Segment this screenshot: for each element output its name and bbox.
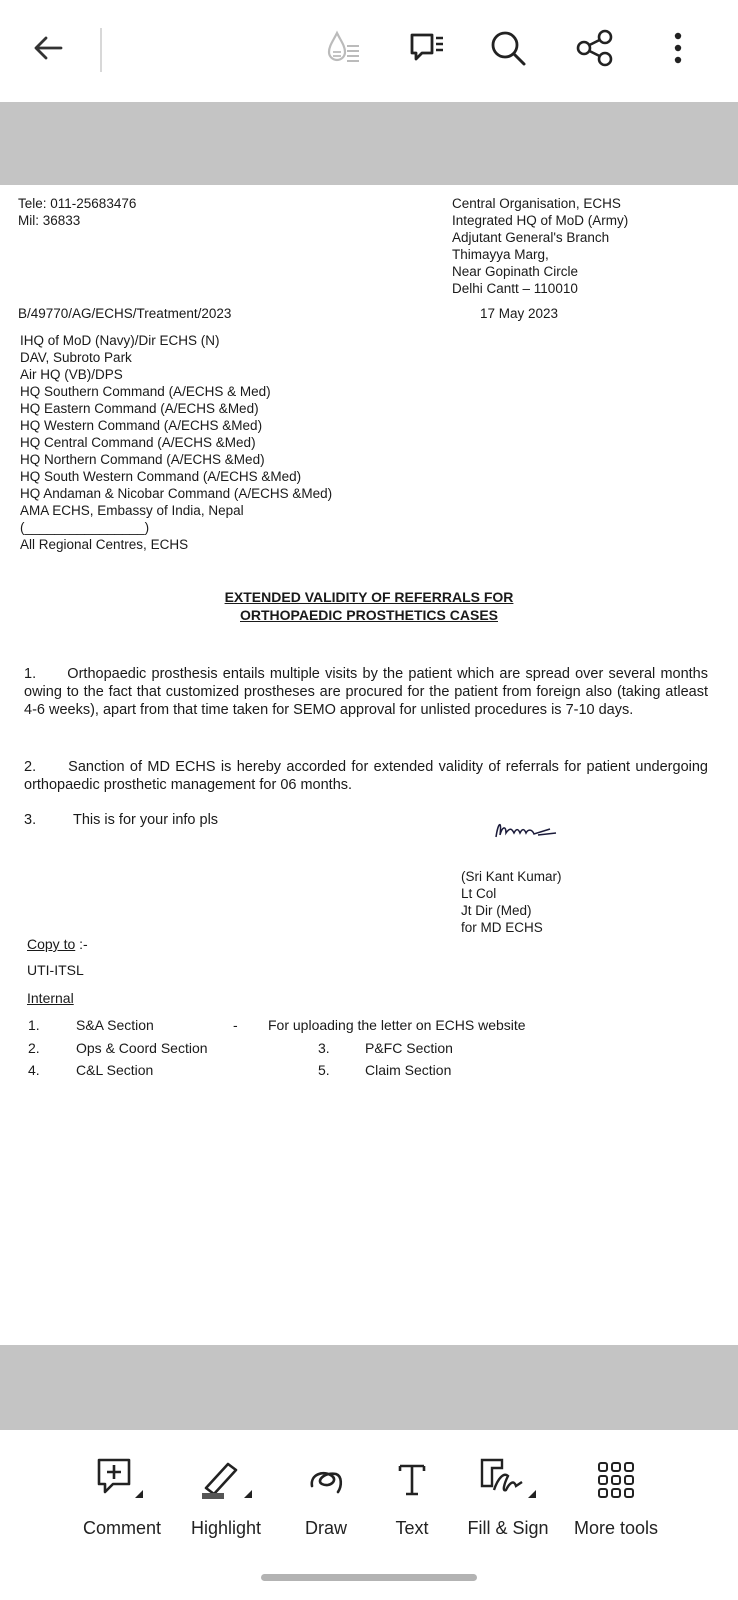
back-button[interactable] [26, 26, 70, 70]
text-icon [394, 1460, 430, 1500]
copy-to-suffix: :- [75, 936, 88, 952]
recipient: AMA ECHS, Embassy of India, Nepal [20, 503, 244, 518]
recipient: HQ Eastern Command (A/ECHS &Med) [20, 401, 259, 416]
copy-to-label: Copy to [27, 936, 76, 952]
fill-sign-icon [476, 1456, 540, 1500]
internal-num: 4. [28, 1062, 40, 1078]
copy-to-heading [27, 936, 88, 953]
paragraph-2: 2. Sanction of MD ECHS is hereby accorded for extended validity of referrals for patient undergoing orthopaedic prosthetic management for 06 months. [24, 759, 713, 793]
internal-item: Ops & Coord Section [76, 1040, 208, 1056]
copy-to-item: UTI-ITSL [27, 962, 84, 978]
recipient: HQ Central Command (A/ECHS &Med) [20, 435, 256, 450]
internal-num: 1. [28, 1017, 40, 1033]
subject-line: ORTHOPAEDIC PROSTHETICS CASES [240, 607, 498, 623]
search-button[interactable] [486, 26, 530, 70]
recipient: DAV, Subroto Park [20, 350, 132, 365]
internal-item: C&L Section [76, 1062, 154, 1078]
back-arrow-icon [31, 33, 65, 63]
signatory-name: (Sri Kant Kumar) [461, 869, 562, 884]
comment-tool[interactable] [76, 1430, 168, 1550]
draw-label: Draw [304, 1518, 347, 1538]
internal-num: 2. [28, 1040, 40, 1056]
mil-text: Mil: 36833 [18, 213, 81, 228]
recipient: HQ Southern Command (A/ECHS & Med) [20, 384, 271, 399]
upload-note: For uploading the letter on ECHS website [268, 1017, 526, 1033]
paragraph-1: 1. Orthopaedic prosthesis entails multiple visits by the patient which are spread over several months owing to the fact that customized prostheses are procured for the patient from foreign also (taking atleast 4-6 weeks), apart from that time taken for SEMO approval for unlisted procedures is 7-10 days. [24, 666, 713, 718]
signatory-rank: Lt Col [461, 886, 497, 901]
letter-date: 17 May 2023 [480, 306, 559, 321]
recipient: (________________) [20, 520, 150, 535]
signature-image [490, 815, 570, 845]
recipient: HQ Western Command (A/ECHS &Med) [20, 418, 263, 433]
divider [100, 28, 102, 72]
address-line: Central Organisation, ECHS [452, 196, 621, 211]
internal-heading: Internal [27, 990, 74, 1006]
more-options-button[interactable] [656, 26, 700, 70]
address-line: Thimayya Marg, [452, 247, 549, 262]
comment-list-icon [407, 28, 447, 68]
reference-number: B/49770/AG/ECHS/Treatment/2023 [18, 306, 232, 321]
signatory-post: Jt Dir (Med) [461, 903, 532, 918]
recipient: HQ South Western Command (A/ECHS &Med) [20, 469, 302, 484]
address-block [452, 195, 628, 297]
address-line: Near Gopinath Circle [452, 264, 579, 279]
share-button[interactable] [573, 26, 617, 70]
text-label: Text [395, 1518, 429, 1538]
more-tools-label: More tools [573, 1518, 659, 1538]
recipient: Air HQ (VB)/DPS [20, 367, 123, 382]
address-line: Adjutant General's Branch [452, 230, 610, 245]
internal-item: Claim Section [365, 1062, 452, 1078]
recipients-list [20, 332, 332, 553]
paragraph-3: This is for your info pls [73, 812, 219, 828]
pdf-page[interactable] [0, 185, 738, 1345]
page-gap-bottom [0, 1345, 738, 1430]
liquid-mode-icon [323, 27, 365, 69]
internal-num: 3. [318, 1040, 330, 1056]
recipient: IHQ of MoD (Navy)/Dir ECHS (N) [20, 333, 220, 348]
top-app-bar [0, 0, 738, 102]
page-gap-top [0, 102, 738, 185]
subject-line: EXTENDED VALIDITY OF REFERRALS FOR [224, 589, 514, 605]
address-line: Integrated HQ of MoD (Army) [452, 213, 629, 228]
liquid-mode-button[interactable] [322, 26, 366, 70]
search-icon [488, 28, 528, 68]
contact-block [18, 195, 136, 229]
fill-sign-label: Fill & Sign [467, 1518, 549, 1538]
address-line: Delhi Cantt – 110010 [452, 281, 578, 296]
highlight-tool[interactable] [180, 1430, 272, 1550]
internal-item: P&FC Section [365, 1040, 453, 1056]
highlight-label: Highlight [190, 1518, 262, 1538]
recipient: HQ Andaman & Nicobar Command (A/ECHS &Med) [20, 486, 333, 501]
recipient: All Regional Centres, ECHS [20, 537, 189, 552]
signature-block [461, 868, 562, 936]
comment-add-icon [95, 1456, 149, 1500]
paragraph-3-number: 3. [24, 812, 37, 828]
internal-item: S&A Section [76, 1017, 154, 1033]
signatory-for: for MD ECHS [461, 920, 543, 935]
internal-num: 5. [318, 1062, 330, 1078]
tele-text: Tele: 011-25683476 [18, 196, 137, 211]
dash: - [233, 1017, 238, 1033]
gesture-home-bar[interactable] [261, 1574, 477, 1581]
share-icon [574, 27, 616, 69]
more-vert-icon [668, 28, 688, 68]
comment-label: Comment [82, 1518, 162, 1538]
more-tools[interactable] [566, 1430, 666, 1550]
highlighter-icon [194, 1456, 258, 1500]
draw-icon [304, 1460, 348, 1500]
grid-icon [596, 1460, 636, 1500]
text-tool[interactable] [376, 1430, 448, 1550]
recipient: HQ Northern Command (A/ECHS &Med) [20, 452, 265, 467]
comments-list-button[interactable] [405, 26, 449, 70]
fill-sign-tool[interactable] [462, 1430, 554, 1550]
draw-tool[interactable] [290, 1430, 362, 1550]
